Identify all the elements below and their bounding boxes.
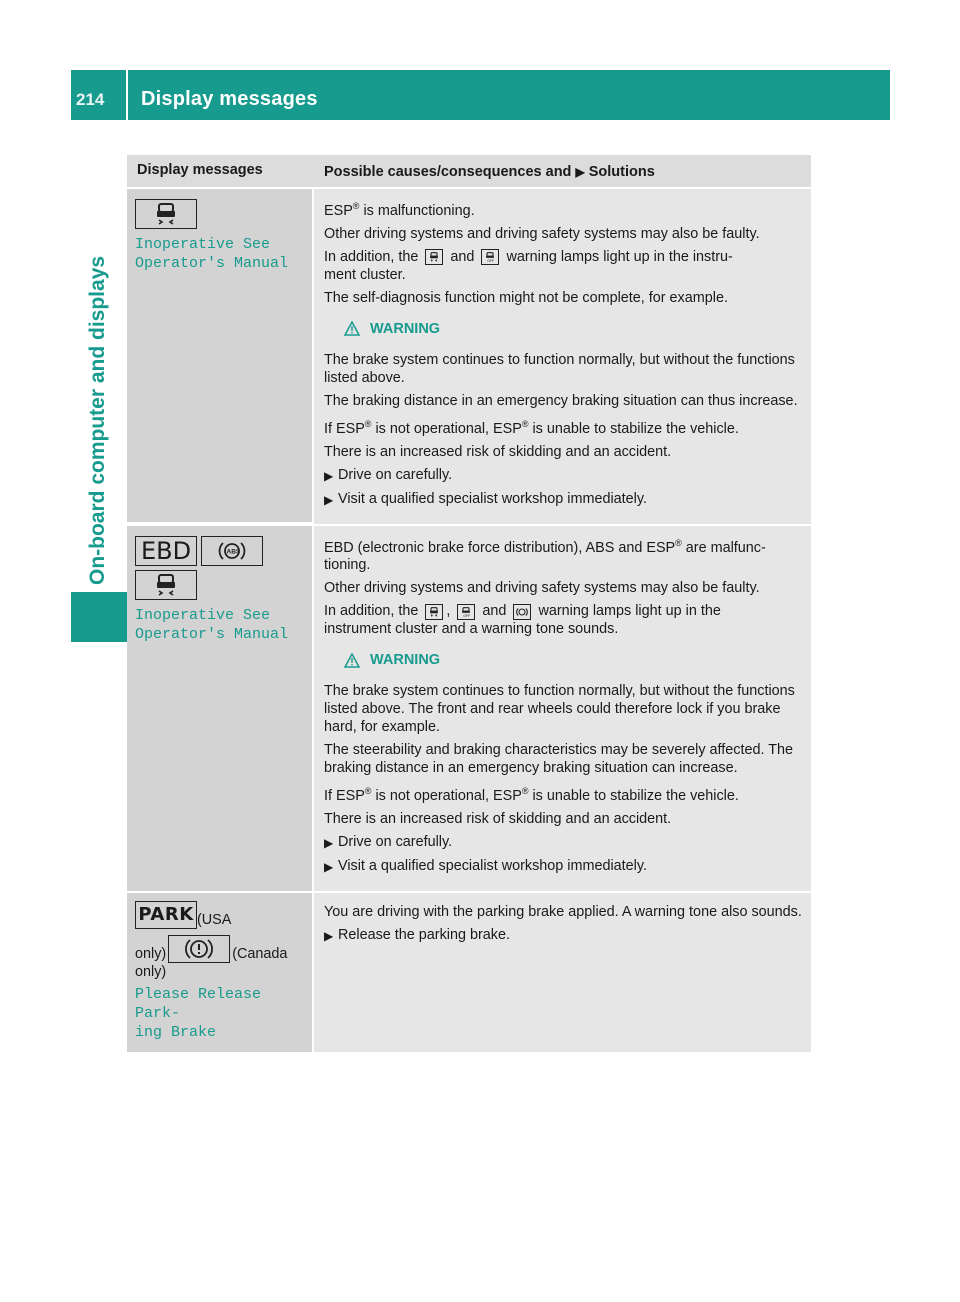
abs-icon — [201, 536, 263, 566]
svg-text:OFF: OFF — [463, 613, 471, 618]
header-divider — [126, 70, 128, 120]
table-row — [127, 891, 811, 1052]
instruction-item: ▶ Release the parking brake. — [324, 927, 510, 944]
esp-skid-icon — [425, 249, 443, 265]
abs-icon — [513, 604, 531, 620]
warning-triangle-icon — [344, 653, 360, 668]
registered-mark: ® — [352, 201, 360, 211]
message-text-line1: Inoperative See — [135, 606, 271, 624]
display-messages-table — [127, 155, 811, 1052]
svg-text:ABS: ABS — [226, 548, 241, 556]
esp-off-icon — [481, 249, 499, 265]
arrow-icon: ▶ — [324, 492, 334, 507]
instruction-item: ▶ Visit a qualified specialist workshop immediately. — [324, 858, 648, 875]
table-row — [127, 524, 811, 892]
page-title: Display messages — [141, 88, 318, 110]
esp-skid-icon — [425, 604, 443, 620]
col-header-causes: Possible causes/consequences and ▶ Solutions — [324, 164, 655, 180]
message-cell: PARK (USA only) (Canada only) Please Release Park- ing Brake — [127, 893, 314, 1052]
col-header-messages: Display messages — [137, 162, 263, 178]
message-text-line2: ing Brake — [135, 1024, 217, 1042]
arrow-icon: ▶ — [324, 468, 334, 483]
instruction-item: ▶ Drive on carefully. — [324, 466, 453, 483]
message-text-line2: Operator's Manual — [135, 255, 289, 272]
parking-brake-icon — [168, 935, 230, 963]
esp-skid-icon — [135, 199, 197, 229]
causes-cell: EBD (electronic brake force distribution), ABS and ESP® are malfunc- tioning. Other driving systems and driving safety systems may also be faulty. In addition, the , OFF and warning lamps light up in the instrument cluster and a warning tone sounds. WARNING The brake system continues to function normally, but without the functions listed above. The front and rear wheels could therefore lock if you brake hard, for example. The steerability and braking characteristics may be severely affected. The braking distance in an emergency braking situation can increase. If ESP® is not operational, ESP® is unable to stabilize the vehicle. There is an increased risk of skidding and an accident. ▶ Drive on carefully. ▶ Visit a qualified specialist workshop immediately. — [314, 526, 811, 892]
esp-off-icon — [457, 604, 475, 620]
message-cell — [127, 189, 314, 522]
ebd-icon: EBD — [135, 536, 197, 566]
instruction-item: ▶ Visit a qualified specialist workshop immediately. — [324, 490, 648, 507]
causes-cell: ESP® is malfunctioning. Other driving systems and driving safety systems may also be faulty. In addition, the and OFF warning lamps light up in the instru- ment cluster. The self-diagnosis function might not be complete, for example. WARNING The brake system continues to function normally, but without the functions listed above. The braking distance in an emergency braking situation can thus increase. If ESP® is not operational, ESP® is unable to stabilize the vehicle. There is an increased risk of skidding and an accident. ▶ Drive on carefully. ▶ Visit a qualified specialist workshop immediately. — [314, 189, 811, 524]
warning-triangle-icon — [344, 321, 360, 336]
page-number: 214 — [76, 90, 105, 109]
message-text-line2: Operator's Manual — [135, 625, 289, 643]
causes-cell: You are driving with the parking brake applied. A warning tone also sounds. ▶ Release the parking brake. — [314, 893, 811, 1052]
arrow-icon: ▶ — [324, 836, 334, 851]
message-cell — [127, 526, 314, 892]
arrow-icon: ▶ — [324, 929, 334, 944]
arrow-icon: ▶ — [575, 165, 585, 179]
warning-heading: WARNING — [344, 651, 805, 669]
message-text-line1: Inoperative See — [135, 236, 271, 253]
esp-skid-icon — [135, 570, 197, 600]
table-header — [127, 155, 811, 187]
instruction-item: ▶ Drive on carefully. — [324, 834, 453, 851]
warning-heading: WARNING — [344, 320, 805, 338]
message-text-line1: Please Release Park- — [135, 986, 262, 1023]
side-tab-label: On-board computer and displays — [86, 255, 109, 585]
svg-text:OFF: OFF — [487, 259, 495, 263]
arrow-icon: ▶ — [324, 860, 334, 875]
side-tab-block — [71, 592, 127, 642]
park-icon: PARK — [135, 901, 197, 929]
table-row — [127, 187, 811, 524]
